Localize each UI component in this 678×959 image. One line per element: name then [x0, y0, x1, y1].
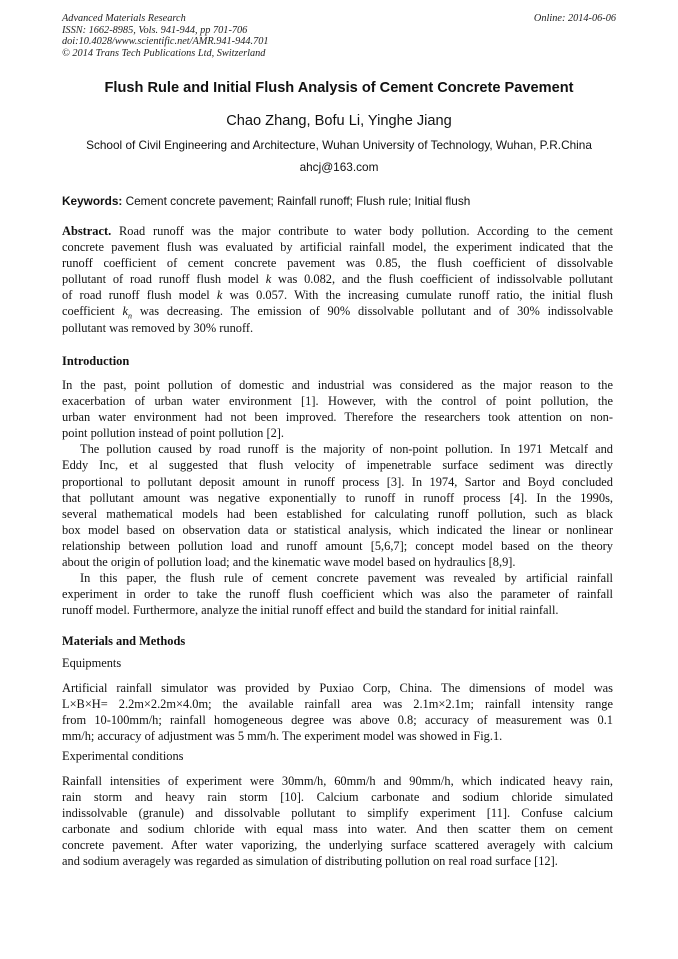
conditions-subheading: Experimental conditions	[62, 749, 184, 763]
online-date: Online: 2014-06-06	[533, 13, 616, 24]
keywords	[62, 194, 622, 208]
keywords-label: Keywords:	[62, 194, 123, 208]
paper-title: Flush Rule and Initial Flush Analysis of Cement Concrete Pavement	[104, 80, 574, 96]
introduction-heading: Introduction	[62, 354, 130, 368]
journal-doi: doi:10.4028/www.scientific.net/AMR.941-944.701	[62, 36, 269, 48]
variable-kn: $k_n$	[122, 304, 133, 321]
journal-header	[62, 13, 616, 59]
variable-k: k	[216, 288, 223, 303]
author-email: ahcj@163.com	[299, 160, 379, 174]
paper-affiliation: School of Civil Engineering and Architecture, Wuhan University of Technology, Wuhan, P.R.China	[86, 138, 592, 152]
journal-copyright: © 2014 Trans Tech Publications Ltd, Switzerland	[62, 47, 266, 59]
methods-heading: Materials and Methods	[62, 634, 186, 648]
journal-name: Advanced Materials Research	[62, 13, 186, 24]
introduction-body: In the past, point pollution of domestic and industrial was considered as the major reason to the exacerbation of urban water environment [1]. However, with the control of point pollution, the urban water environment had not been improved. Therefore the researchers took attention on non- point pollution instead of point pollution [2]. The pollution caused by road runoff is the majority of non-point pollution. In 1971 Metcalf and Eddy Inc, et al suggested that flush velocity of impenetrable surface sediment was directly proportional to pollutant deposit amount in runoff process [3]. In 1974, Sartor and Boyd concluded that pollutant amount was negative exponentially to runoff in runoff process [4]. In the 1990s, several mathematical models had been established for calculating runoff pollution, such as black box model based on observation data or statistical analysis, which indicated the linear or nonlinear relationship between pollution load and runoff amount [5,6,7]; concept model based on the theory about the origin of pollution load; and the kinematic wave model based on hydraulics [8,9]. In this paper, the flush rule of cement concrete pavement was revealed by artificial rainfall experiment in order to take the runoff flush coefficient which was also the parameter of rainfall runoff model. Furthermore, analyze the initial runoff effect and build the standard for initial rainfall.	[62, 378, 613, 618]
keywords-text: Cement concrete pavement; Rainfall runoff; Flush rule; Initial flush	[125, 194, 471, 208]
conditions-body: Rainfall intensities of experiment were 30mm/h, 60mm/h and 90mm/h, which indicated heavy rain, rain storm and heavy rain storm [10]. Calcium carbonate and sodium chloride simulated indissolvable (granule) and dissolvable pollutant to simplify experiment [11]. Confuse calcium carbonate and sodium chloride with equal mass into water. And then scatter them on cement concrete pavement. After water vaporizing, the underlying surface scattered averagely with calcium and sodium averagely was regarded as simulation of distributing pollution on real road surface [12].	[62, 774, 613, 869]
abstract: Abstract. Road runoff was the major contribute to water body pollution. According to the cement concrete pavement flush was evaluated by artificial rainfall model, the experiment indicated that the runoff coefficient of cement concrete pavement was 0.85, the flush coefficient of dissolvable pollutant of road runoff flush model k was 0.082, and the flush coefficient of indissolvable pollutant of road runoff flush model k was 0.057. With the increasing cumulate runoff ratio, the initial flush coefficient $k_n$ was decreasing. The emission of 90% dissolvable pollutant and of 30% indissolvable pollutant was removed by 30% runoff.	[62, 224, 613, 335]
abstract-label: Abstract.	[62, 224, 112, 238]
equipments-body: Artificial rainfall simulator was provided by Puxiao Corp, China. The dimensions of model was L×B×H= 2.2m×2.2m×4.0m; the available rainfall area was 2.1m×2.1m; rainfall intensity range from 10-100mm/h; rainfall homogeneous degree was above 0.8; accuracy of measurement was 0.1 mm/h; accuracy of adjustment was 5 mm/h. The experiment model was showed in Fig.1.	[62, 681, 613, 744]
equipments-subheading: Equipments	[62, 656, 122, 670]
variable-k: k	[265, 272, 272, 287]
paper-authors: Chao Zhang, Bofu Li, Yinghe Jiang	[226, 113, 452, 129]
journal-issn: ISSN: 1662-8985, Vols. 941-944, pp 701-706	[62, 24, 248, 36]
